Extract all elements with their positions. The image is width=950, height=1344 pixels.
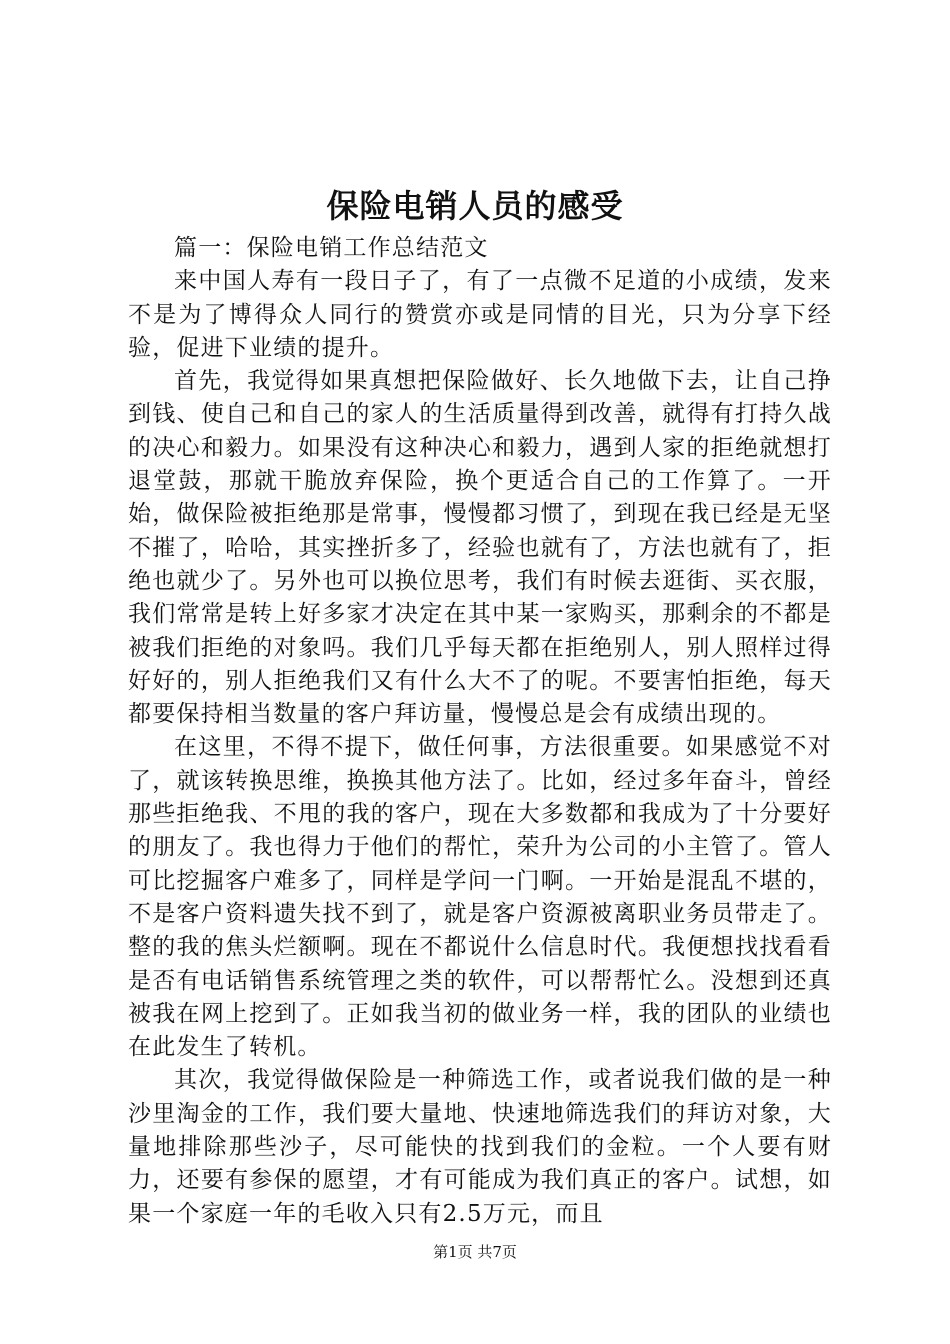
body-paragraph: 在这里，不得不提下，做任何事，方法很重要。如果感觉不对了，就该转换思维，换换其他方法了。比如，经过多年奋斗，曾经那些拒绝我、不甩的我的客户，现在大多数都和我成为了十分要好的朋友了。我也得力于他们的帮忙，荣升为公司的小主管了。管人可比挖掘客户难多了，同样是学问一门啊。一开始是混乱不堪的，不是客户资料遗失找不到了，就是客户资源被离职业务员带走了。整的我的焦头烂额啊。现在不都说什么信息时代。我便想找找看看是否有电话销售系统管理之类的软件，可以帮帮忙么。没想到还真被我在网上挖到了。正如我当初的做业务一样，我的团队的业绩也在此发生了转机。 (128, 734, 832, 1061)
body-paragraph: 其次，我觉得做保险是一种筛选工作，或者说我们做的是一种沙里淘金的工作，我们要大量地、快速地筛选我们的拜访对象，大量地排除那些沙子，尽可能快的找到我们的金粒。一个人要有财力，还要有参保的愿望，才有可能成为我们真正的客户。试想，如果一个家庭一年的毛收入只有2.5万元，而且 (128, 1067, 832, 1227)
document-body (128, 232, 832, 1231)
section-heading: 篇一：保险电销工作总结范文 (174, 235, 489, 261)
body-paragraph: 来中国人寿有一段日子了，有了一点微不足道的小成绩，发来不是为了博得众人同行的赞赏亦或是同情的目光，只为分享下经验，促进下业绩的提升。 (128, 268, 832, 361)
body-paragraph: 首先，我觉得如果真想把保险做好、长久地做下去，让自己挣到钱、使自己和自己的家人的生活质量得到改善，就得有打持久战的决心和毅力。如果没有这种决心和毅力，遇到人家的拒绝就想打退堂鼓，那就干脆放弃保险，换个更适合自己的工作算了。一开始，做保险被拒绝那是常事，慢慢都习惯了，到现在我已经是无坚不摧了，哈哈，其实挫折多了，经验也就有了，方法也就有了，拒绝也就少了。另外也可以换位思考，我们有时候去逛街、买衣服，我们常常是转上好多家才决定在其中某一家购买，那剩余的不都是被我们拒绝的对象吗。我们几乎每天都在拒绝别人，别人照样过得好好的，别人拒绝我们又有什么大不了的呢。不要害怕拒绝，每天都要保持相当数量的客户拜访量，慢慢总是会有成绩出现的。 (128, 368, 832, 728)
document-title: 保险电销人员的感受 (326, 187, 624, 225)
page-number-footer: 第1页 共7页 (433, 1243, 517, 1261)
